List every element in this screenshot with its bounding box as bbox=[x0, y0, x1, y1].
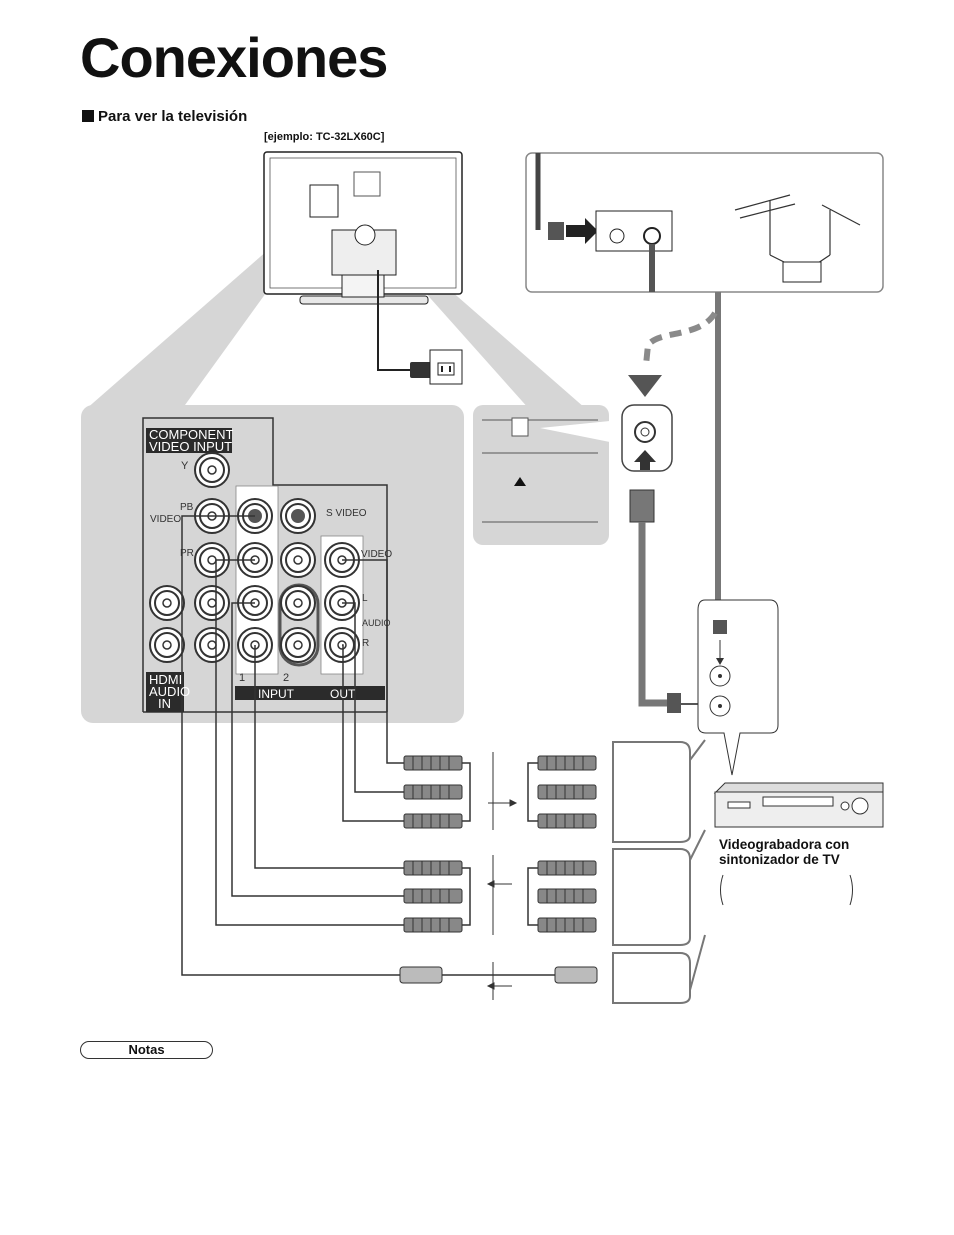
dashed-rf-cable bbox=[646, 313, 715, 365]
antenna-mixer bbox=[783, 262, 821, 282]
svideo-plug-left bbox=[400, 967, 442, 983]
vcr-label-line2: sintonizador de TV bbox=[719, 852, 840, 867]
power-plug bbox=[410, 362, 432, 378]
y-label: Y bbox=[181, 460, 189, 472]
hdmi-label-3: IN bbox=[158, 696, 171, 711]
component-label-1: COMPONENT bbox=[149, 427, 234, 442]
plug-left-0 bbox=[404, 756, 462, 770]
down-arrow-icon bbox=[628, 375, 662, 397]
video-2-jack bbox=[281, 543, 315, 577]
hdmi-audio-r-jack bbox=[195, 628, 229, 662]
bracket-right bbox=[850, 875, 853, 905]
tv-back-illustration bbox=[264, 152, 462, 304]
video-left-label: VIDEO bbox=[150, 514, 182, 525]
input-1-label: 1 bbox=[239, 672, 246, 684]
extra-l-jack bbox=[150, 586, 184, 620]
s-video-label: S VIDEO bbox=[326, 508, 367, 519]
example-model-label: [ejemplo: TC-32LX60C] bbox=[264, 131, 385, 143]
cable-vcr-in-link bbox=[462, 868, 470, 925]
component-label-2: VIDEO INPUT bbox=[149, 439, 233, 454]
vcr-label-line1: Videograbadora con bbox=[719, 837, 850, 852]
page-title: Conexiones bbox=[80, 26, 388, 89]
pr-label: PR bbox=[180, 548, 194, 559]
plug-right-0 bbox=[538, 756, 596, 770]
out-label: OUT bbox=[330, 687, 356, 701]
plug-right-3 bbox=[538, 861, 596, 875]
plug-right-2 bbox=[538, 814, 596, 828]
plug-left-4 bbox=[404, 889, 462, 903]
video-right-label: VIDEO bbox=[361, 549, 393, 560]
notes-button[interactable]: Notas bbox=[80, 1041, 213, 1059]
plug-right-4 bbox=[538, 889, 596, 903]
plug-right-5 bbox=[538, 918, 596, 932]
cable-plugs bbox=[400, 756, 597, 983]
antenna-wall-plate bbox=[596, 211, 672, 251]
hdmi-label-1: HDMI bbox=[149, 672, 183, 687]
audio-l-label: L bbox=[362, 593, 368, 604]
audio-r-label: R bbox=[362, 638, 370, 649]
audio-l-2-jack bbox=[281, 586, 315, 620]
cable-vcr-out-b bbox=[528, 763, 538, 821]
vcr-rf-callout bbox=[698, 600, 778, 775]
vcr-output-group bbox=[613, 742, 690, 842]
plug-left-2 bbox=[404, 814, 462, 828]
hdmi-audio-l-jack bbox=[195, 586, 229, 620]
y-jack bbox=[195, 453, 229, 487]
vcr-label bbox=[719, 837, 849, 867]
vcr-svideo-group bbox=[613, 953, 690, 1003]
vcr-input-group bbox=[613, 849, 690, 945]
audio-label: AUDIO bbox=[362, 618, 391, 628]
plug-left-3 bbox=[404, 861, 462, 875]
audio-r-2-jack bbox=[281, 628, 315, 662]
rf-connector bbox=[630, 490, 654, 522]
vcr-illustration bbox=[715, 783, 883, 827]
plug-right-1 bbox=[538, 785, 596, 799]
plug-left-5 bbox=[404, 918, 462, 932]
pb-label: PB bbox=[180, 502, 194, 513]
direction-arrows bbox=[488, 800, 516, 989]
cable-vcr-out-link bbox=[462, 763, 470, 821]
cable-vcr-in-b bbox=[528, 868, 538, 925]
hdmi-label-2: AUDIO bbox=[149, 684, 191, 699]
input-2-label: 2 bbox=[283, 672, 290, 684]
bracket-left bbox=[721, 875, 724, 905]
svideo-2-jack bbox=[281, 499, 315, 533]
section-heading-text: Para ver la televisión bbox=[98, 108, 248, 125]
input-label: INPUT bbox=[258, 687, 294, 701]
svideo-plug-right bbox=[555, 967, 597, 983]
extra-r-jack bbox=[150, 628, 184, 662]
plug-left-1 bbox=[404, 785, 462, 799]
